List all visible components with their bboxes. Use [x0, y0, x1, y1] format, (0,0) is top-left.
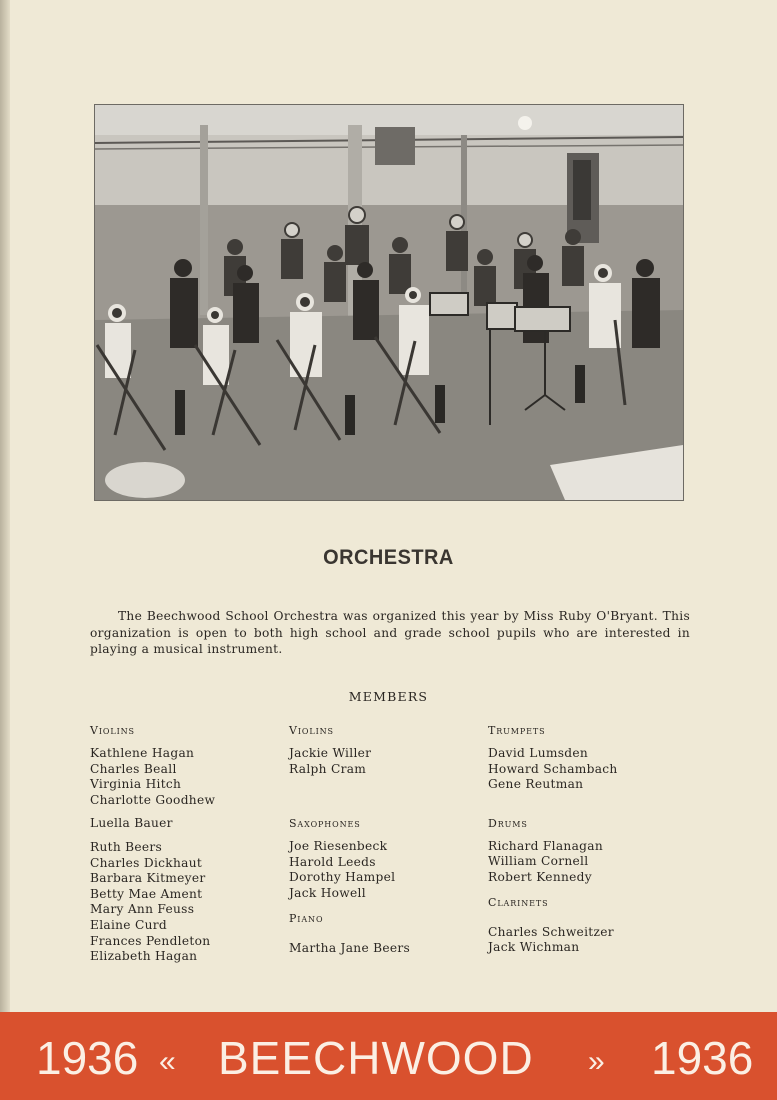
member-name: Charles Dickhaut [90, 855, 203, 870]
member-name: David Lumsden [488, 746, 589, 760]
member-name: Jackie Willer [289, 746, 372, 760]
member-name: Charlotte Goodhew [90, 792, 216, 807]
member-name: Jack Wichman [488, 940, 580, 955]
section-heading-trumpets: Trumpets [488, 724, 546, 737]
member-name: Ruth Beers [90, 839, 163, 854]
footer-year-right: 1936 [651, 1032, 754, 1084]
section-heading-drums: Drums [488, 816, 528, 830]
section-heading-violins: Violins [289, 724, 334, 737]
footer-right-quote: » [588, 1045, 605, 1078]
member-name: Joe Riesenbeck [289, 839, 388, 854]
member-name: Harold Leeds [289, 854, 376, 869]
section-heading-clarinets: Clarinets [488, 895, 549, 909]
members-column-3 [488, 723, 678, 956]
member-name: Charles Beall [90, 761, 177, 776]
member-name: Richard Flanagan [488, 838, 603, 853]
member-name: William Cornell [488, 854, 589, 869]
members-heading: MEMBERS [348, 689, 429, 704]
member-name: Betty Mae Ament [90, 886, 203, 901]
member-name: Charles Schweitzer [488, 924, 614, 939]
member-name: Barbara Kitmeyer [90, 871, 206, 886]
member-name: Jack Howell [289, 885, 366, 900]
member-name: Mary Ann Feuss [90, 902, 195, 917]
section-heading-saxophones: Saxophones [289, 817, 361, 831]
member-name: Elizabeth Hagan [90, 949, 198, 964]
page-title: ORCHESTRA [323, 546, 454, 569]
member-name: Kathlene Hagan [90, 746, 195, 760]
member-name: Martha Jane Beers [289, 940, 411, 955]
member-name: Virginia Hitch [90, 777, 182, 792]
member-name: Luella Bauer [90, 816, 173, 831]
member-name: Frances Pendleton [90, 933, 211, 948]
member-name: Robert Kennedy [488, 869, 592, 884]
page-binding-edge [0, 0, 10, 1100]
members-column-1 [90, 723, 280, 965]
yearbook-footer-band [0, 1012, 777, 1100]
footer-left-quote: « [159, 1045, 176, 1078]
member-name: Gene Reutman [488, 777, 584, 792]
member-name: Ralph Cram [289, 761, 367, 776]
member-name: Elaine Curd [90, 917, 167, 932]
intro-paragraph: The Beechwood School Orchestra was organized this year by Miss Ruby O'Bryant. This organization is open to both high school and grade school pupils who are interested in playing a musical instrument. [90, 609, 690, 656]
member-name: Dorothy Hampel [289, 870, 396, 885]
member-name: Howard Schambach [488, 761, 618, 776]
orchestra-photo [95, 105, 683, 500]
footer-school-name: BEECHWOOD [218, 1032, 534, 1084]
section-heading-piano: Piano [289, 911, 324, 925]
members-column-2 [289, 723, 479, 956]
section-heading-violins: Violins [90, 724, 135, 737]
footer-year-left: 1936 [36, 1032, 139, 1084]
